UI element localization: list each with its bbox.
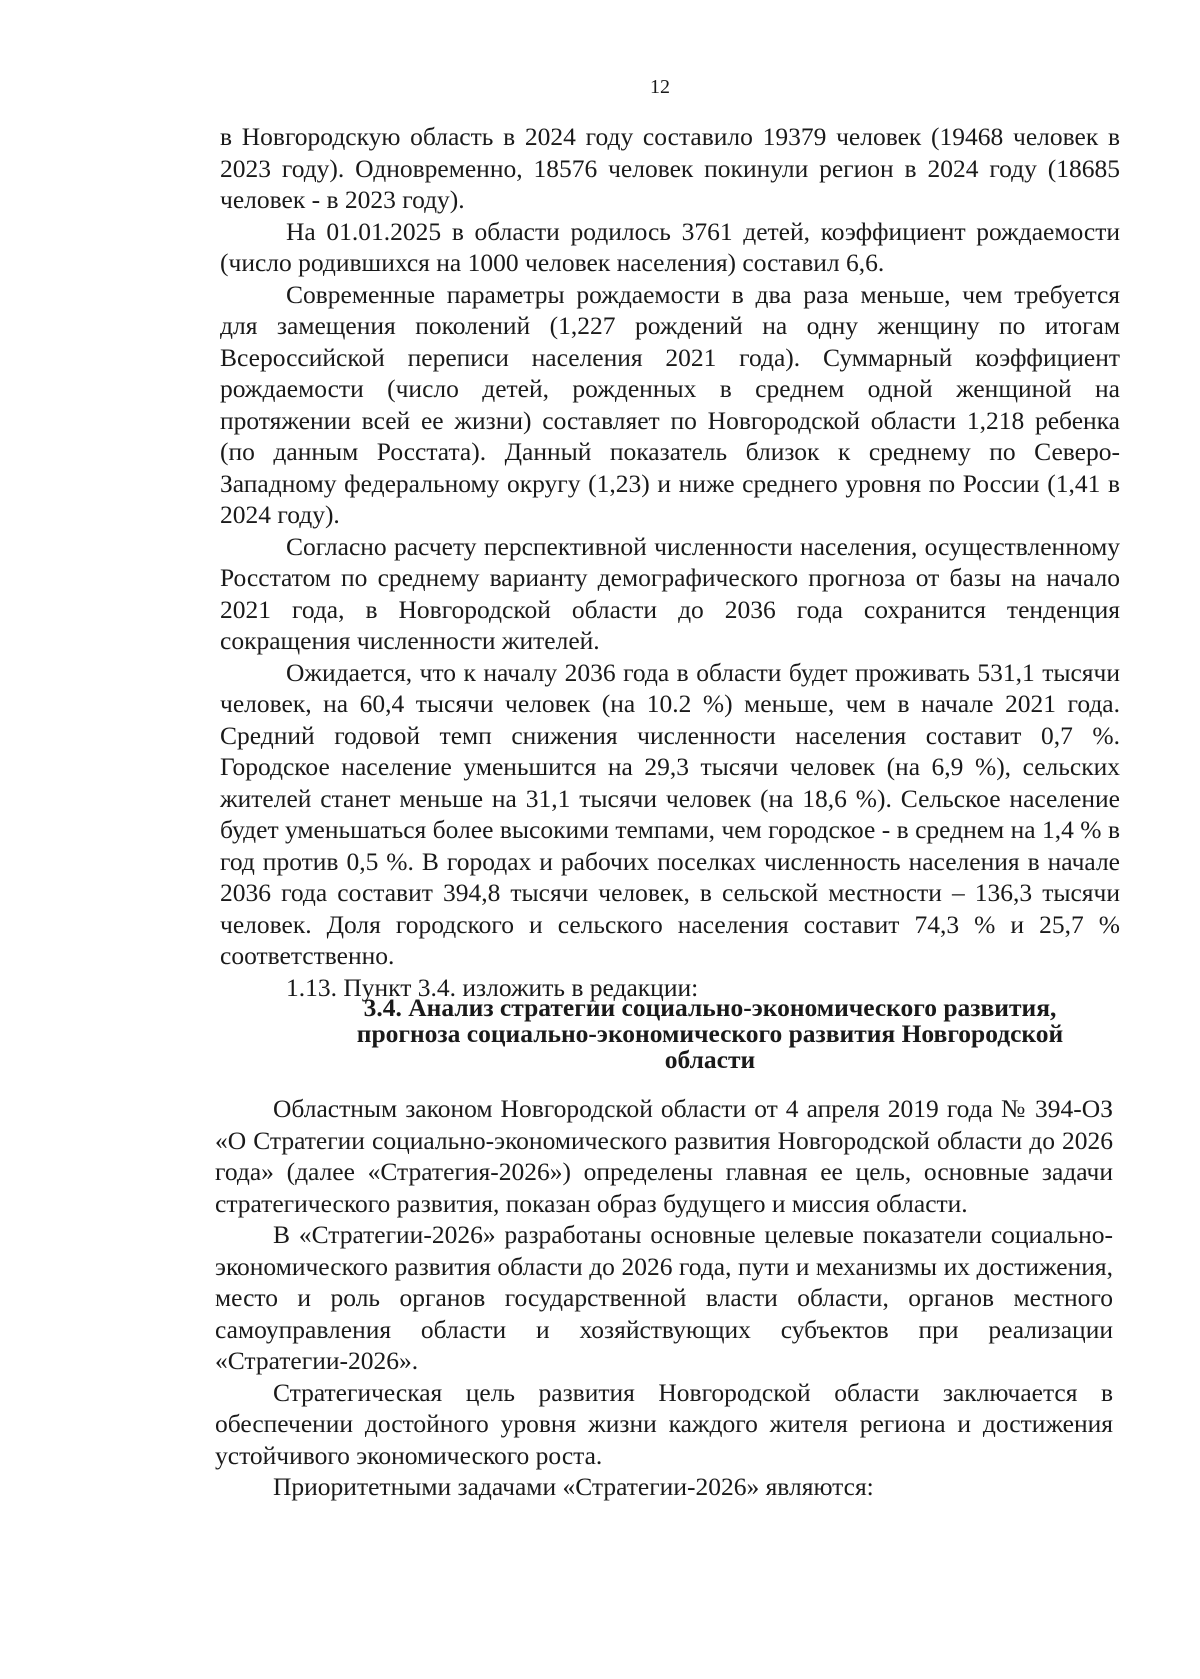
paragraph-population-2036: Ожидается, что к началу 2036 года в области будет проживать 531,1 тысячи человек, на 60,4 тысячи человек (на 10.2 %) меньше, чем в начале 2021 года. Средний годовой темп снижения численности населения составит 0,7 %. Городское население уменьшится на 29,3 тысячи человек (на 6,9 %), сельских жителей станет меньше на 31,1 тысячи человек (на 18,6 %). Сельское население будет уменьшаться более высокими темпами, чем городское - в среднем на 1,4 % в год против 0,5 %. В городах и рабочих поселках численность населения в начале 2036 года составит 394,8 тысячи человек, в сельской местности – 136,3 тысячи человек. Доля городского и сельского населения составит 74,3 % и 25,7 % соответственно. [220,657,1120,970]
paragraph-strategic-goal: Стратегическая цель развития Новгородской области заключается в обеспечении достойного уровня жизни каждого жителя региона и достижения устойчивого экономического роста. [215,1377,1113,1470]
section-body [215,1093,1113,1503]
section-heading-line: 3.4. Анализ стратегии социально-экономического развития, [363,993,1057,1022]
paragraph-targets: В «Стратегии-2026» разработаны основные целевые показатели социально-экономического развития области до 2026 года, пути и механизмы их достижения, место и роль органов государственной власти области, органов местного самоуправления области и хозяйствующих субъектов при реализации «Стратегии-2026». [215,1220,1113,1375]
paragraph-fertility: Современные параметры рождаемости в два раза меньше, чем требуется для замещения поколений (1,227 рождений на одну женщину по итогам Всероссийской переписи населения 2021 года). Суммарный коэффициент рождаемости (число детей, рожденных в среднем одной женщиной на протяжении всей ее жизни) составляет по Новгородской области 1,218 ребенка (по данным Росстата). Данный показатель близок к среднему по Северо-Западному федеральному округу (1,23) и ниже среднего уровня по России (1,41 в 2024 году). [220,279,1120,529]
paragraph-births: На 01.01.2025 в области родилось 3761 детей, коэффициент рождаемости (число родившихся на 1000 человек населения) составил 6,6. [220,216,1120,277]
paragraph-priorities: Приоритетными задачами «Стратегии-2026» являются: [273,1472,874,1501]
section-heading-line: прогноза социально-экономического развития Новгородской [356,1019,1064,1048]
paragraph-regional-law: Областным законом Новгородской области от 4 апреля 2019 года № 394-ОЗ «О Стратегии социально-экономического развития Новгородской области до 2026 года» (далее «Стратегия-2026») определены главная ее цель, основные задачи стратегического развития, показан образ будущего и миссия области. [215,1094,1113,1218]
paragraph-item-1-13: 1.13. Пункт 3.4. изложить в редакции: [286,972,699,1002]
page-number: 12 [650,76,670,98]
paragraph-migration: в Новгородскую область в 2024 году составило 19379 человек (19468 человек в 2023 году). Одновременно, 18576 человек покинули регион в 2024 году (18685 человек - в 2023 году). [220,122,1120,214]
section-heading-line: области [664,1045,756,1074]
section-heading [330,995,1090,1073]
paragraph-forecast: Согласно расчету перспективной численности населения, осуществленному Росстатом по среднему варианту демографического прогноза от базы на начало 2021 года, в Новгородской области до 2036 года сохранится тенденция сокращения численности жителей. [220,531,1120,655]
body-text [220,121,1120,1003]
